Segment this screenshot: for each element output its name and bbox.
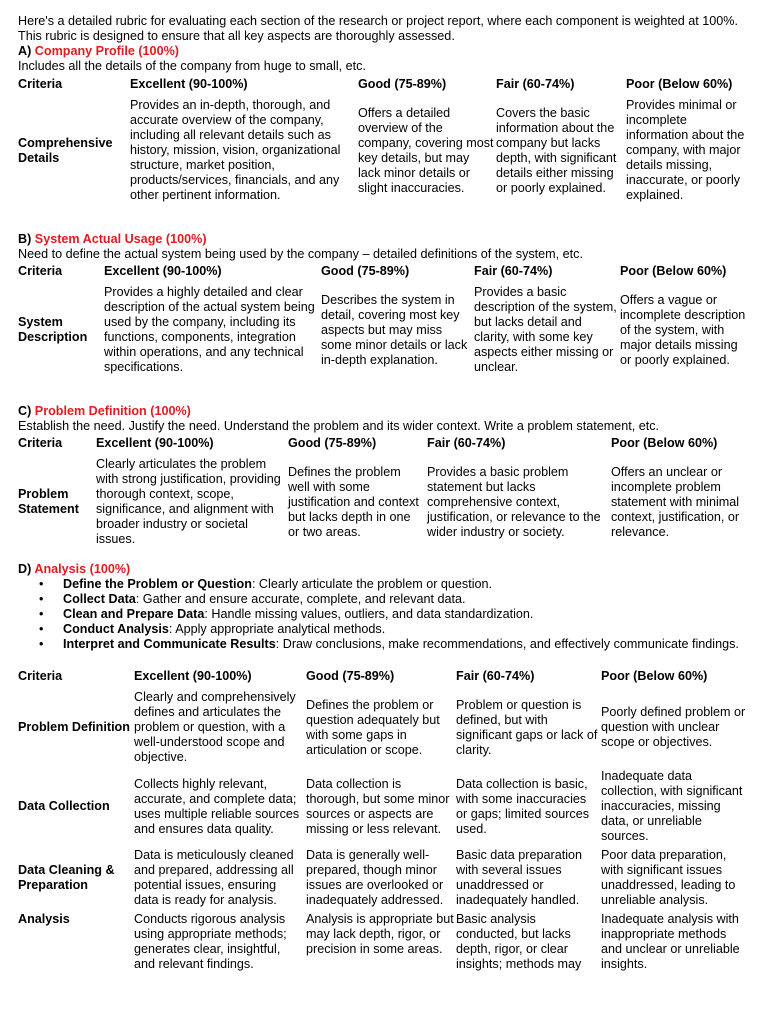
fair-cell: Data collection is basic, with some inaccuracies or gaps; limited sources used. [456, 776, 589, 836]
section-letter: B) [18, 232, 32, 246]
fair-cell: Basic analysis conducted, but lacks depth, rigor, or clear insights; methods may [456, 912, 582, 971]
header-excellent: Excellent (90-100%) [130, 77, 248, 91]
criteria-cell: Problem Definition [18, 720, 130, 734]
good-cell: Defines the problem or question adequately but with some gaps in articulation or scope. [306, 697, 440, 757]
header-good: Good (75-89%) [306, 669, 395, 683]
good-cell: Data collection is thorough, but some minor sources or aspects are missing or less relevant. [306, 776, 450, 836]
good-cell: Analysis is appropriate but may lack depth, rigor, or precision in some areas. [306, 912, 454, 956]
criteria-cell: Data Cleaning & Preparation [18, 863, 115, 892]
rubric-table-b [18, 264, 750, 377]
section-c-heading [18, 404, 758, 419]
good-cell: Offers a detailed overview of the company, covering most key details, but may lack minor details or slight inaccuracies. [358, 105, 494, 195]
list-item: • Interpret and Communicate Results: Draw conclusions, make recommendations, and effectively communicate findings. [63, 637, 768, 652]
section-description: Need to define the actual system being used by the company – detailed definitions of the system, etc. [18, 247, 583, 261]
table-header-row [18, 436, 746, 455]
header-poor: Poor (Below 60%) [611, 436, 718, 450]
criteria-cell: Analysis [18, 912, 70, 926]
header-excellent: Excellent (90-100%) [134, 669, 252, 683]
poor-cell: Offers an unclear or incomplete problem statement with minimal context, justification, or relevance. [611, 464, 740, 539]
fair-cell: Covers the basic information about the company but lacks depth, with significant details either missing or poorly explained. [496, 105, 617, 195]
criteria-cell: System Description [18, 315, 88, 344]
table-header-row [18, 264, 750, 283]
analysis-steps-list [18, 577, 768, 652]
excellent-cell: Clearly articulates the problem with strong justification, providing thorough context, scope, significance, and alignment with broader industry or societal issues. [96, 457, 281, 546]
table-row [18, 283, 750, 377]
header-poor: Poor (Below 60%) [626, 77, 733, 91]
header-good: Good (75-89%) [358, 77, 447, 91]
fair-cell: Problem or question is defined, but with significant gaps or lack of clarity. [456, 697, 598, 757]
list-item: • Collect Data: Gather and ensure accurate, complete, and relevant data. [63, 592, 768, 607]
section-title: Analysis (100%) [34, 562, 131, 576]
header-criteria: Criteria [18, 669, 63, 683]
fair-cell: Provides a basic description of the system, but lacks detail and clarity, with some key aspects either missing or unclear. [474, 285, 617, 374]
table-row [18, 455, 746, 549]
criteria-cell: Comprehensive Details [18, 135, 113, 165]
section-letter: A) [18, 44, 32, 58]
good-cell: Data is generally well-prepared, though minor issues are overlooked or inadequately addressed. [306, 848, 444, 907]
fair-cell: Provides a basic problem statement but lacks comprehensive context, justification, or relevance to the wider industry or society. [427, 464, 601, 539]
section-b [18, 232, 758, 262]
fair-cell: Basic data preparation with several issues unaddressed or inadequately handled. [456, 848, 583, 907]
table-row [18, 846, 751, 910]
excellent-cell: Provides an in-depth, thorough, and accurate overview of the company, including all relevant details such as history, mission, vision, organizational structure, market position, products/services, financials, and any other pertinent information. [130, 98, 341, 202]
section-letter: D) [18, 562, 32, 576]
section-b-heading [18, 232, 758, 247]
list-item: • Define the Problem or Question: Clearly articulate the problem or question. [63, 577, 768, 592]
section-a [18, 44, 758, 74]
section-letter: C) [18, 404, 32, 418]
header-excellent: Excellent (90-100%) [96, 436, 214, 450]
criteria-cell: Data Collection [18, 799, 110, 813]
rubric-table-a [18, 77, 750, 205]
good-cell: Defines the problem well with some justification and context but lacks depth in one or two areas. [288, 464, 419, 539]
section-title: Problem Definition (100%) [34, 404, 191, 418]
section-description: Includes all the details of the company from huge to small, etc. [18, 59, 366, 73]
section-a-heading [18, 44, 758, 59]
header-good: Good (75-89%) [288, 436, 377, 450]
excellent-cell: Conducts rigorous analysis using appropriate methods; generates clear, insightful, and relevant findings. [134, 912, 287, 971]
table-row [18, 96, 750, 205]
header-poor: Poor (Below 60%) [620, 264, 727, 278]
header-fair: Fair (60-74%) [456, 669, 535, 683]
list-item: • Conduct Analysis: Apply appropriate analytical methods. [63, 622, 768, 637]
header-criteria: Criteria [18, 77, 63, 91]
table-row [18, 910, 751, 974]
header-fair: Fair (60-74%) [427, 436, 506, 450]
poor-cell: Poorly defined problem or question with unclear scope or objectives. [601, 705, 746, 749]
table-header-row [18, 669, 751, 688]
intro-paragraph: Here's a detailed rubric for evaluating each section of the research or project report, where each component is weighted at 100%. This rubric is designed to ensure that all key aspects are thoroughly assessed. [18, 14, 738, 43]
excellent-cell: Collects highly relevant, accurate, and complete data; uses multiple reliable sources and ensures data quality. [134, 776, 300, 836]
poor-cell: Inadequate data collection, with significant inaccuracies, missing data, or unreliable sources. [601, 769, 743, 843]
criteria-cell: Problem Statement [18, 487, 79, 516]
header-fair: Fair (60-74%) [474, 264, 553, 278]
header-criteria: Criteria [18, 264, 63, 278]
poor-cell: Offers a vague or incomplete description of the system, with major details missing or poorly explained. [620, 292, 746, 367]
header-excellent: Excellent (90-100%) [104, 264, 222, 278]
table-row [18, 688, 751, 767]
table-row [18, 767, 751, 846]
poor-cell: Provides minimal or incomplete information about the company, with major details missing, inaccurate, or poorly explained. [626, 98, 745, 202]
excellent-cell: Provides a highly detailed and clear description of the actual system being used by the company, including its functions, components, integration within operations, and any technical specifications. [104, 285, 315, 374]
section-description: Establish the need. Justify the need. Understand the problem and its wider context. Write a problem statement, etc. [18, 419, 659, 433]
section-d [18, 562, 758, 577]
header-good: Good (75-89%) [321, 264, 410, 278]
section-c [18, 404, 758, 434]
section-d-heading [18, 562, 758, 577]
good-cell: Describes the system in detail, covering most key aspects but may miss some minor details or lack in-depth explanation. [321, 292, 468, 367]
poor-cell: Inadequate analysis with inappropriate methods and unclear or unreliable insights. [601, 912, 740, 971]
rubric-table-d [18, 669, 751, 974]
header-poor: Poor (Below 60%) [601, 669, 708, 683]
list-item: • Clean and Prepare Data: Handle missing values, outliers, and data standardization. [63, 607, 768, 622]
poor-cell: Poor data preparation, with significant issues unaddressed, leading to unreliable analysis. [601, 848, 736, 907]
table-header-row [18, 77, 750, 96]
header-fair: Fair (60-74%) [496, 77, 575, 91]
excellent-cell: Data is meticulously cleaned and prepared, addressing all potential issues, ensuring data is ready for analysis. [134, 848, 294, 907]
section-title: Company Profile (100%) [34, 44, 179, 58]
section-title: System Actual Usage (100%) [34, 232, 207, 246]
excellent-cell: Clearly and comprehensively defines and articulates the problem or question, with a well-understood scope and objective. [134, 690, 296, 764]
rubric-table-c [18, 436, 746, 549]
header-criteria: Criteria [18, 436, 63, 450]
